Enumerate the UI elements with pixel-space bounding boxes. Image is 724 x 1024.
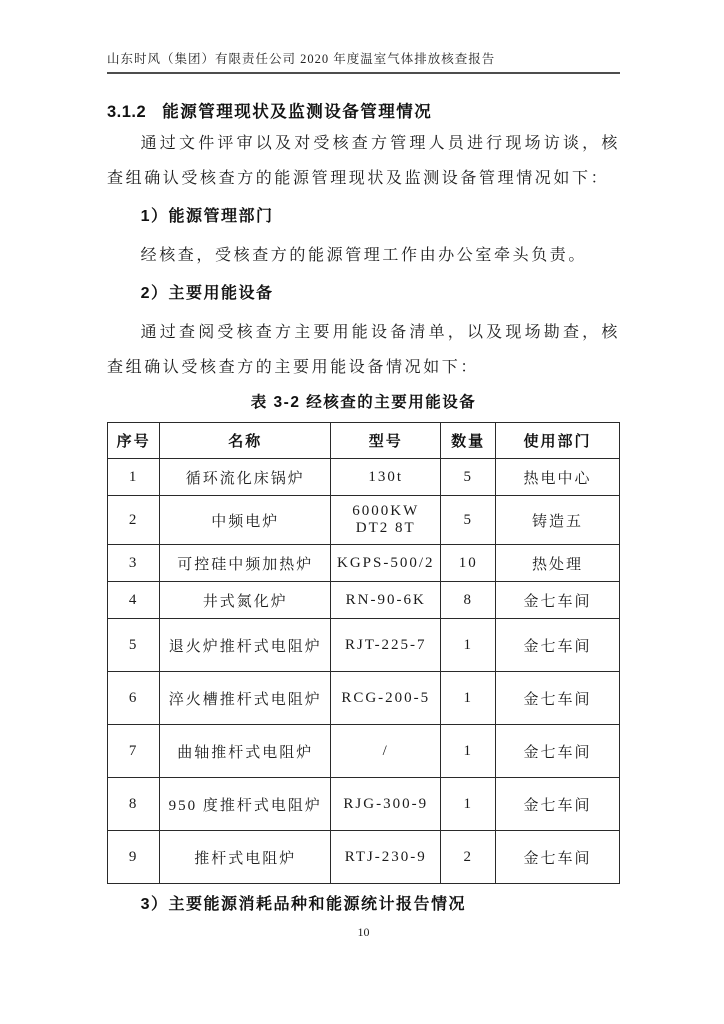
table-cell: 5 bbox=[441, 496, 496, 545]
table-cell: 130t bbox=[331, 459, 441, 496]
table-cell: 金七车间 bbox=[496, 831, 620, 884]
running-header-title: 山东时风（集团）有限责任公司 2020 年度温室气体排放核查报告 bbox=[107, 52, 496, 66]
table-cell: RTJ-230-9 bbox=[331, 831, 441, 884]
page-number: 10 bbox=[357, 925, 370, 939]
table-row bbox=[108, 831, 620, 884]
table-cell: 1 bbox=[441, 672, 496, 725]
table-row bbox=[108, 778, 620, 831]
table-cell: / bbox=[331, 725, 441, 778]
table-cell: 9 bbox=[108, 831, 160, 884]
table-row bbox=[108, 619, 620, 672]
table-cell: 1 bbox=[441, 778, 496, 831]
table-row bbox=[108, 545, 620, 582]
table-cell: 热电中心 bbox=[496, 459, 620, 496]
table-header-cell: 数量 bbox=[441, 423, 496, 459]
table-cell: 金七车间 bbox=[496, 619, 620, 672]
table-cell: 1 bbox=[441, 619, 496, 672]
subheading-energy-consumption: 3）主要能源消耗品种和能源统计报告情况 bbox=[140, 896, 466, 913]
table-header-cell: 名称 bbox=[160, 423, 331, 459]
table-row bbox=[108, 496, 620, 545]
table-cell: RN-90-6K bbox=[331, 582, 441, 619]
table-cell: 金七车间 bbox=[496, 725, 620, 778]
table-cell: 5 bbox=[441, 459, 496, 496]
table-cell: RJG-300-9 bbox=[331, 778, 441, 831]
table-cell: RCG-200-5 bbox=[331, 672, 441, 725]
energy-dept-paragraph: 经核查，受核查方的能源管理工作由办公室牵头负责。 bbox=[140, 247, 587, 264]
subheading-energy-dept: 1）能源管理部门 bbox=[140, 208, 274, 225]
table-cell: 循环流化床锅炉 bbox=[160, 459, 331, 496]
table-header-row bbox=[108, 423, 620, 459]
table-cell: 2 bbox=[108, 496, 160, 545]
table-row bbox=[108, 725, 620, 778]
table-cell: 铸造五 bbox=[496, 496, 620, 545]
table-cell: 淬火槽推杆式电阻炉 bbox=[160, 672, 331, 725]
main-equipment-paragraph: 通过查阅受核查方主要用能设备清单，以及现场勘查，核查组确认受核查方的主要用能设备情况如下： bbox=[107, 324, 620, 376]
page-header bbox=[107, 49, 620, 74]
table-cell: 热处理 bbox=[496, 545, 620, 582]
section-heading bbox=[107, 98, 620, 122]
table-cell: 金七车间 bbox=[496, 582, 620, 619]
table-header-cell: 型号 bbox=[331, 423, 441, 459]
table-cell: 6000KW DT2 8T bbox=[331, 496, 441, 545]
table-cell: 1 bbox=[441, 725, 496, 778]
section-title: 能源管理现状及监测设备管理情况 bbox=[162, 103, 433, 121]
table-header-cell: 序号 bbox=[108, 423, 160, 459]
subheading-main-equipment: 2）主要用能设备 bbox=[140, 285, 274, 302]
table-cell: 8 bbox=[108, 778, 160, 831]
table-cell: 中频电炉 bbox=[160, 496, 331, 545]
table-cell: 3 bbox=[108, 545, 160, 582]
table-cell: KGPS-500/2 bbox=[331, 545, 441, 582]
equipment-table-body bbox=[108, 459, 620, 884]
table-caption: 表 3-2 经核查的主要用能设备 bbox=[250, 394, 477, 411]
table-cell: 10 bbox=[441, 545, 496, 582]
table-cell: 7 bbox=[108, 725, 160, 778]
table-cell: 2 bbox=[441, 831, 496, 884]
table-row bbox=[108, 459, 620, 496]
intro-paragraph: 通过文件评审以及对受核查方管理人员进行现场访谈，核查组确认受核查方的能源管理现状及监测设备管理情况如下： bbox=[107, 135, 620, 187]
section-number: 3.1.2 bbox=[107, 103, 147, 121]
table-row bbox=[108, 672, 620, 725]
table-cell: 5 bbox=[108, 619, 160, 672]
table-cell: 950 度推杆式电阻炉 bbox=[160, 778, 331, 831]
table-cell: 金七车间 bbox=[496, 778, 620, 831]
table-cell: 退火炉推杆式电阻炉 bbox=[160, 619, 331, 672]
table-header-cell: 使用部门 bbox=[496, 423, 620, 459]
table-row bbox=[108, 582, 620, 619]
equipment-table bbox=[107, 422, 620, 884]
table-cell: 8 bbox=[441, 582, 496, 619]
table-cell: 曲轴推杆式电阻炉 bbox=[160, 725, 331, 778]
table-cell: 4 bbox=[108, 582, 160, 619]
table-cell: 金七车间 bbox=[496, 672, 620, 725]
table-cell: RJT-225-7 bbox=[331, 619, 441, 672]
table-cell: 6 bbox=[108, 672, 160, 725]
page-body bbox=[107, 98, 620, 940]
table-cell: 1 bbox=[108, 459, 160, 496]
table-cell: 可控硅中频加热炉 bbox=[160, 545, 331, 582]
table-cell: 推杆式电阻炉 bbox=[160, 831, 331, 884]
table-cell: 井式氮化炉 bbox=[160, 582, 331, 619]
